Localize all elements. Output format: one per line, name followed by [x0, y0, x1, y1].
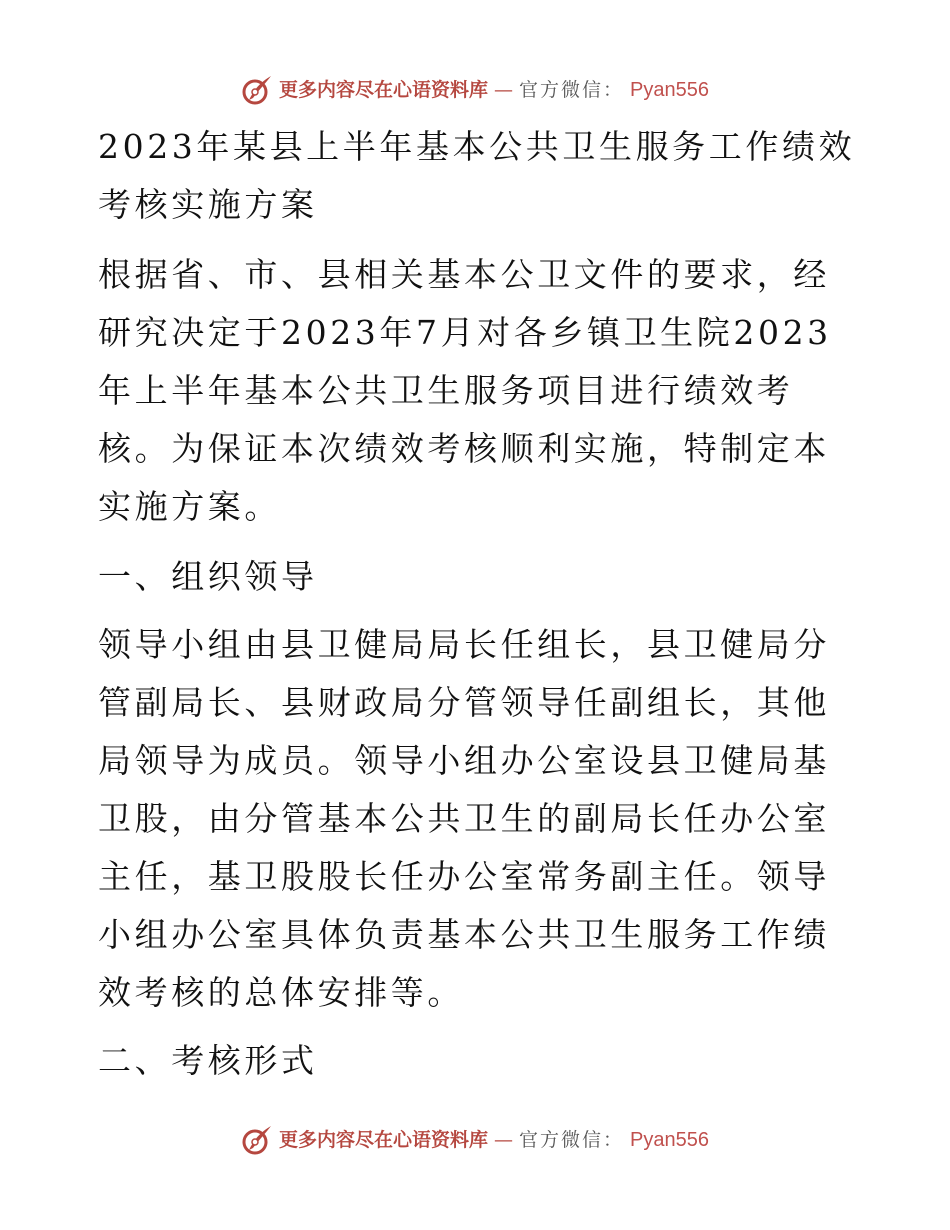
- document-body: [98, 118, 858, 1100]
- watermark-label: 官方微信：: [519, 79, 625, 101]
- intro-paragraph: 根据省、市、县相关基本公卫文件的要求，经研究决定于2023年7月对各乡镇卫生院2023年上半年基本公共卫生服务项目进行绩效考核。为保证本次绩效考核顺利实施，特制定本实施方案。: [98, 255, 832, 526]
- watermark-separator: —: [494, 1129, 514, 1151]
- organization-paragraph: 领导小组由县卫健局局长任组长，县卫健局分管副局长、县财政局分管领导任副组长，其他局领导为成员。领导小组办公室设县卫健局基卫股，由分管基本公共卫生的副局长任办公室主任，基卫股股长任办公室常务副主任。领导小组办公室具体负责基本公共卫生服务工作绩效考核的总体安排等。: [98, 625, 830, 1012]
- document-title: 2023年某县上半年基本公共卫生服务工作绩效考核实施方案: [98, 127, 856, 224]
- watermark-site-text: 更多内容尽在心语资料库: [279, 79, 489, 101]
- watermark-site-text: 更多内容尽在心语资料库: [279, 1129, 489, 1151]
- watermark-account: Pyan556: [630, 79, 709, 101]
- feather-circle-logo-icon: [241, 1124, 273, 1156]
- watermark-separator: —: [494, 79, 514, 101]
- header-watermark: [0, 74, 950, 106]
- watermark-label: 官方微信：: [519, 1129, 625, 1151]
- feather-circle-logo-icon: [241, 74, 273, 106]
- watermark-account: Pyan556: [630, 1129, 709, 1151]
- section-heading-organization: 一、组织领导: [98, 557, 318, 596]
- section-heading-assessment-form: 二、考核形式: [98, 1041, 318, 1080]
- footer-watermark: [0, 1124, 950, 1156]
